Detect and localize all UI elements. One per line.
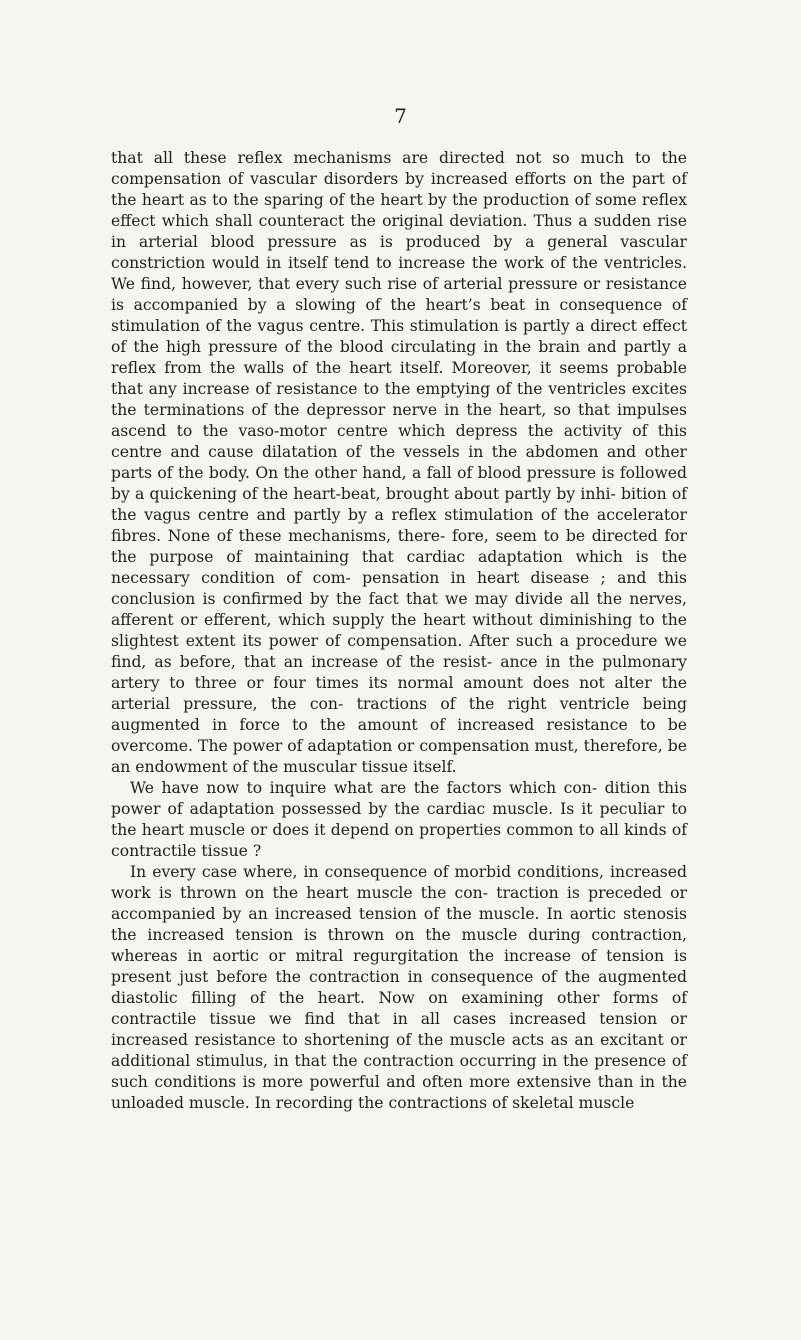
- paragraph-2: We have now to inquire what are the factors which con- dition this power of adaptation possessed by the cardiac muscle. Is it peculiar to the heart muscle or does it depend on properties common to all kinds of contractile tissue ?: [111, 779, 687, 860]
- paragraph-3: In every case where, in consequence of morbid conditions, increased work is thrown on the heart muscle the con- traction is preceded or accompanied by an increased tension of the muscle. In aortic stenosis the increased tension is thrown on the muscle during contraction, whereas in aortic or mitral regurgitation the increase of tension is present just before the contraction in consequence of the augmented diastolic filling of the heart. Now on examining other forms of contractile tissue we find that in all cases increased tension or increased resistance to shortening of the muscle acts as an excitant or additional stimulus, in that the contraction occurring in the presence of such conditions is more powerful and often more extensive than in the unloaded muscle. In recording the contractions of skeletal muscle: [111, 863, 687, 1112]
- body-text: [111, 148, 687, 1114]
- paragraph-1: that all these reflex mechanisms are directed not so much to the compensation of vascular disorders by increased efforts on the part of the heart as to the sparing of the heart by the production of some reflex effect which shall counteract the original deviation. Thus a sudden rise in arterial blood pressure as is produced by a general vascular constriction would in itself tend to increase the work of the ventricles. We find, however, that every such rise of arterial pressure or resistance is accompanied by a slowing of the heart’s beat in consequence of stimulation of the vagus centre. This stimulation is partly a direct effect of the high pressure of the blood circulating in the brain and partly a reflex from the walls of the heart itself. Moreover, it seems probable that any increase of resistance to the emptying of the ventricles excites the terminations of the depressor nerve in the heart, so that impulses ascend to the vaso-motor centre which depress the activity of this centre and cause dilatation of the vessels in the abdomen and other parts of the body. On the other hand, a fall of blood pressure is followed by a quickening of the heart-beat, brought about partly by inhi- bition of the vagus centre and partly by a reflex stimulation of the accelerator fibres. None of these mechanisms, there- fore, seem to be directed for the purpose of maintaining that cardiac adaptation which is the necessary condition of com- pensation in heart disease ; and this conclusion is confirmed by the fact that we may divide all the nerves, afferent or efferent, which supply the heart without diminishing to the slightest extent its power of compensation. After such a procedure we find, as before, that an increase of the resist- ance in the pulmonary artery to three or four times its normal amount does not alter the arterial pressure, the con- tractions of the right ventricle being augmented in force to the amount of increased resistance to be overcome. The power of adaptation or compensation must, therefore, be an endowment of the muscular tissue itself.: [111, 149, 687, 776]
- page-number: 7: [394, 104, 407, 128]
